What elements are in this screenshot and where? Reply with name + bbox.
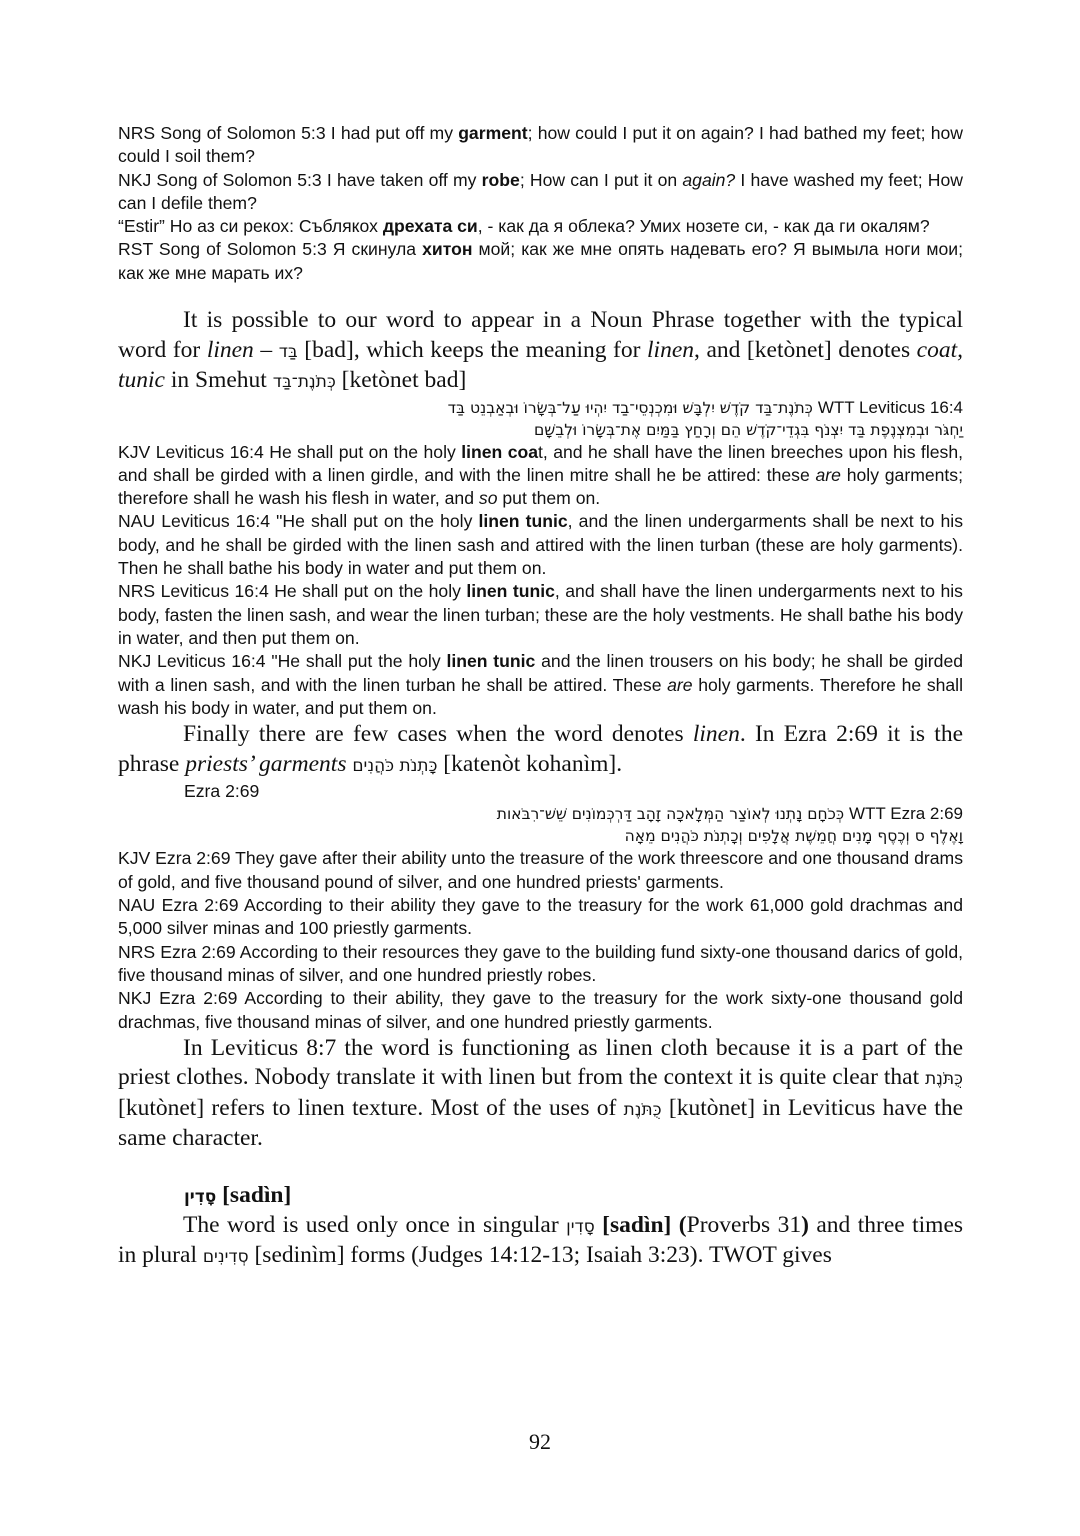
body-text: –	[253, 336, 279, 363]
verse-nrs-song	[118, 122, 963, 169]
body-text: in Smehut	[165, 367, 273, 394]
verse-rst-song	[118, 238, 963, 285]
hebrew-text: יַחְגֹּר וּבְמִצְנֶפֶת בַּד יִצְנֹף בִּגְדֵי־קֹדֶשׁ הֵם וְרָחַץ בַּמַּיִם אֶת־בְּשָׂרוֹ וּלְבֵשָׁם	[534, 420, 963, 439]
paragraph-noun-phrase	[118, 306, 963, 397]
section-heading-label: [sadìn]	[216, 1181, 292, 1208]
verse-keyword: linen coa	[461, 441, 539, 462]
verse-text: NAU Leviticus 16:4 "He shall put on the holy	[118, 511, 479, 532]
body-text: . In Ezra 2:69 it is the phrase	[118, 721, 964, 777]
wtt-ezra-block	[118, 803, 963, 847]
verse-nau-lev	[118, 510, 963, 580]
verse-keyword: дрехата си	[382, 216, 478, 237]
verse-text: holy garments. Therefore he shall wash his body in water, and put them on.	[118, 674, 964, 718]
body-italic: priests’ garments	[185, 750, 347, 777]
verse-text: I have washed my feet; How can I defile them?	[118, 169, 963, 213]
verse-nrs-ezra: NRS Ezra 2:69 According to their resources they gave to the building fund sixty-one thousand darics of gold, five thousand minas of silver, and one hundred priestly robes.	[118, 941, 963, 985]
paragraph-leviticus	[118, 1034, 963, 1154]
verse-nkj-song	[118, 169, 963, 216]
hebrew-phrase: כָּתְנֹת כֹּהֲנִים	[352, 754, 438, 775]
body-text: [sedinìm] forms (Judges 14:12-13; Isaiah 3:23). TWOT gives	[248, 1242, 832, 1269]
verse-kjv-lev	[118, 441, 963, 511]
verse-text: KJV Leviticus 16:4 He shall put on the holy	[118, 441, 462, 462]
verse-text: NKJ Song of Solomon 5:3 I have taken off my	[118, 169, 482, 190]
verse-nrs-lev	[118, 580, 963, 650]
body-text: and three times in plural	[118, 1211, 964, 1269]
verse-italic: are	[667, 674, 693, 695]
wtt-line-1	[118, 803, 963, 825]
body-text: Finally there are few cases when the word denotes	[183, 721, 693, 748]
verse-text: NRS Leviticus 16:4 He shall put on the holy	[118, 581, 467, 602]
verse-text: , and the linen undergarments shall be next to his body, and he shall be girded with the linen sash and attired with the linen turban (these are holy garments). Then he shall bathe his body in water and put them on.	[118, 511, 964, 579]
verse-keyword: linen tunic	[478, 511, 568, 532]
body-text: [bad], which keeps the meaning for	[297, 336, 648, 363]
verse-text: , and shall have the linen undergarments next to his body, fasten the linen sash, and wear the linen turban; these are the holy vestments. He shall bathe his body in water, and then put them on.	[118, 581, 963, 648]
hebrew-word: סָדִין	[184, 1185, 217, 1206]
ezra-reference-label: Ezra 2:69	[184, 781, 260, 802]
body-italic: linen	[692, 721, 740, 748]
hebrew-text: כְּתֹנֶת־בַּד קֹדֶשׁ יִלְבָּשׁ וּמִכְנְסֵי־בַד יִהְיוּ עַל־בְּשָׂרוֹ וּבְאַבְנֵט בַּד	[447, 398, 813, 417]
hebrew-word: בַּד	[278, 340, 298, 361]
verse-keyword: хитон	[422, 239, 473, 260]
body-text: It is possible to our word to appear in a Noun Phrase together with the typical word for	[118, 307, 963, 363]
body-text: Proverbs 31	[686, 1211, 802, 1238]
body-italic: coat, tunic	[118, 336, 963, 394]
body-text: [katenòt kohanìm].	[437, 750, 623, 777]
verse-text: мой; как же мне опять надевать его? Я вымыла ноги мои; как же мне марать их?	[118, 239, 964, 283]
verse-keyword: linen tunic	[446, 651, 536, 672]
verse-text: t, and he shall have the linen breeches upon his flesh, and shall be girded with a linen girdle, and with the linen mitre shall he be attired: these	[118, 441, 963, 485]
body-bold: [sadìn]	[594, 1211, 672, 1238]
hebrew-text: כְּכֹחָם נָתְנוּ לְאוֹצַר הַמְּלָאכָה זָהָב דַּרְכְּמוֹנִים שֵׁשׁ־רִבֹּאות	[496, 805, 845, 824]
paragraph-finally	[118, 720, 963, 780]
wtt-leviticus-block	[118, 397, 963, 441]
verse-keyword: garment	[458, 123, 528, 143]
wtt-line-1	[118, 397, 963, 419]
body-text: The word is used only once in singular	[183, 1211, 567, 1238]
verse-kjv-ezra: KJV Ezra 2:69 They gave after their ability unto the treasure of the work threescore and one thousand drams of gold, and five thousand pound of silver, and one hundred priests' garments.	[118, 848, 963, 892]
verse-text: ; How can I put it on	[519, 169, 683, 190]
hebrew-text: וָאֶלֶף ס וְכֶסֶף מָנִים חֲמֵשֶׁת אֲלָפִים וְכָתְנֹת כֹּהֲנִים מֵאָה	[624, 827, 963, 846]
document-page	[118, 122, 963, 1272]
verse-italic: are	[815, 464, 841, 485]
body-text: [kutònet] in Leviticus have the same character.	[118, 1094, 963, 1152]
hebrew-word: כֻּתֹּנֶת	[925, 1068, 963, 1089]
verse-text: put them on.	[497, 488, 601, 509]
hebrew-word: כֻּתֹּנֶת	[623, 1098, 662, 1119]
paragraph-sadin	[118, 1211, 963, 1272]
verse-estir	[118, 215, 963, 238]
verse-italic: so	[478, 488, 498, 509]
body-text: , and [ketònet] denotes	[694, 336, 917, 363]
verse-nkj-ezra: NKJ Ezra 2:69 According to their ability, they gave to the treasury for the work sixty-one thousand gold drachmas, five thousand minas of silver, and one hundred priestly garments.	[118, 988, 963, 1032]
hebrew-phrase: כְּתֹנֶת־בַּד	[272, 371, 336, 392]
verse-text: “Estir” Но аз си рекох: Съблякох	[118, 216, 383, 237]
body-bold: (	[671, 1211, 687, 1238]
page-number: 92	[529, 1429, 551, 1454]
verse-keyword: robe	[481, 169, 520, 190]
verse-text: and the linen trousers on his body; he shall be girded with a linen sash, and with the linen turban he shall be attired. These	[118, 651, 964, 695]
verse-text: NRS Song of Solomon 5:3 I had put off my	[118, 123, 459, 143]
verse-text: , - как да я облека? Умих нозете си, - как да ги окалям?	[477, 216, 930, 237]
section-heading	[118, 1180, 963, 1211]
wtt-line-2	[118, 825, 963, 847]
body-italic: linen	[206, 336, 254, 363]
wtt-reference: WTT Ezra 2:69	[849, 804, 963, 824]
verse-text: RST Song of Solomon 5:3 Я скинула	[118, 239, 423, 260]
body-bold: )	[801, 1211, 809, 1238]
wtt-reference: WTT Leviticus 16:4	[817, 397, 963, 417]
hebrew-word: סָדִין	[566, 1215, 595, 1236]
verse-keyword: linen tunic	[466, 581, 555, 602]
body-italic: linen	[647, 336, 695, 363]
verse-text: ; how could I put it on again? I had bathed my feet; how could I soil them?	[118, 123, 963, 167]
verse-text: holy garments; therefore shall he wash his flesh in water, and	[118, 464, 963, 509]
body-text: In Leviticus 8:7 the word is functioning as linen cloth because it is a part of the priest clothes. Nobody translate it with linen but from the context it is quite clear that	[118, 1034, 963, 1091]
verse-nkj-lev	[118, 650, 963, 720]
verse-nau-ezra: NAU Ezra 2:69 According to their ability they gave to the treasury for the work 61,000 gold drachmas and 5,000 silver minas and 100 priestly garments.	[118, 895, 963, 939]
body-text: [kutònet] refers to linen texture. Most of the uses of	[118, 1094, 624, 1121]
verse-italic: again?	[682, 169, 736, 190]
wtt-line-2	[118, 419, 963, 441]
body-text: [ketònet bad]	[335, 367, 467, 394]
hebrew-word: סְדִינִים	[202, 1246, 249, 1267]
verse-text: NKJ Leviticus 16:4 "He shall put the holy	[118, 651, 447, 672]
